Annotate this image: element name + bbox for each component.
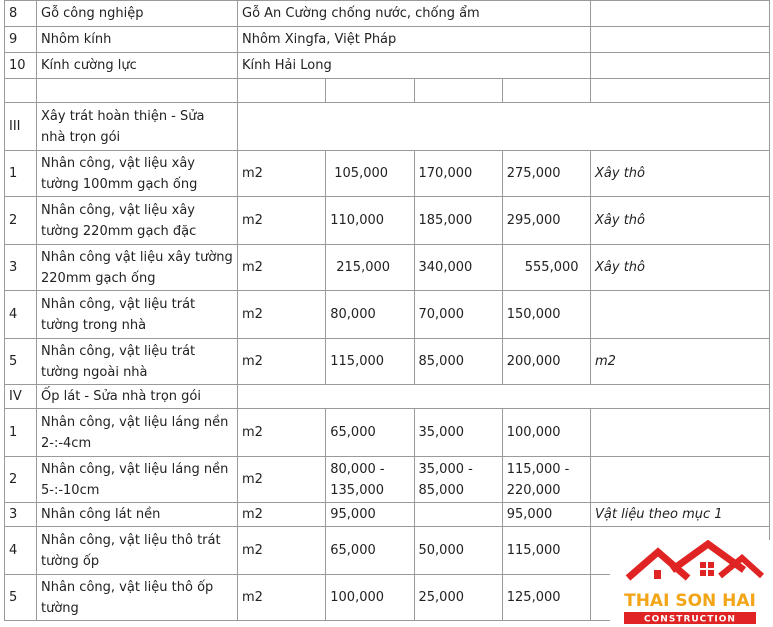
material-spec: Kính Hải Long [238, 53, 591, 79]
row-number: 2 [5, 197, 37, 245]
row-number: 4 [5, 291, 37, 339]
material-spec: Nhôm Xingfa, Việt Pháp [238, 27, 591, 53]
unit-cell: m2 [238, 245, 326, 291]
table-row [5, 27, 770, 53]
note-cell [591, 53, 770, 79]
total-price: 95,000 [502, 503, 590, 527]
unit-cell: m2 [238, 291, 326, 339]
row-number: 5 [5, 575, 37, 621]
item-name: Nhân công, vật liệu láng nền 5-:-10cm [37, 457, 238, 503]
row-number: 1 [5, 409, 37, 457]
unit-cell: m2 [238, 527, 326, 575]
item-name: Nhân công, vật liệu thô ốp tường [37, 575, 238, 621]
note-cell: m2 [591, 339, 770, 385]
material-spec: Gỗ An Cường chống nước, chống ẩm [238, 1, 591, 27]
total-price: 275,000 [502, 151, 590, 197]
note-cell [591, 27, 770, 53]
unit-cell: m2 [238, 197, 326, 245]
item-name: Nhân công vật liệu xây tường 220mm gạch ống [37, 245, 238, 291]
section-title: Xây trát hoàn thiện - Sửa nhà trọn gói [37, 103, 238, 151]
material-price: 35,000 [414, 409, 502, 457]
company-logo [610, 540, 770, 627]
section-number: III [5, 103, 37, 151]
note-cell [591, 79, 770, 103]
labor-price: 65,000 [326, 527, 414, 575]
total-price: 115,000 - 220,000 [502, 457, 590, 503]
item-name: Nhân công, vật liệu xây tường 220mm gạch đặc [37, 197, 238, 245]
note-cell [591, 291, 770, 339]
total-price: 100,000 [502, 409, 590, 457]
material-price: 70,000 [414, 291, 502, 339]
unit-cell: m2 [238, 503, 326, 527]
total-price: 125,000 [502, 575, 590, 621]
labor-price: 100,000 [326, 575, 414, 621]
labor-price: 65,000 [326, 409, 414, 457]
item-name: Kính cường lực [37, 53, 238, 79]
row-number: 3 [5, 245, 37, 291]
total-price: 555,000 [502, 245, 590, 291]
house-roof-icon [628, 544, 762, 579]
unit-cell: m2 [238, 575, 326, 621]
section-blank [238, 103, 770, 151]
total-price: 295,000 [502, 197, 590, 245]
table-row [5, 151, 770, 197]
table-row [5, 503, 770, 527]
table-row [5, 291, 770, 339]
row-number: 9 [5, 27, 37, 53]
labor-price: 80,000 [326, 291, 414, 339]
material-price [414, 503, 502, 527]
material-price: 50,000 [414, 527, 502, 575]
table-row [5, 409, 770, 457]
section-row [5, 103, 770, 151]
row-number: 5 [5, 339, 37, 385]
section-number: IV [5, 385, 37, 409]
item-name [37, 79, 238, 103]
table-row [5, 339, 770, 385]
unit-cell: m2 [238, 409, 326, 457]
labor-price: 95,000 [326, 503, 414, 527]
note-cell [591, 457, 770, 503]
table-row [5, 245, 770, 291]
material-price: 185,000 [414, 197, 502, 245]
material-price [414, 79, 502, 103]
note-cell: Vật liệu theo mục 1 [591, 503, 770, 527]
row-number: 3 [5, 503, 37, 527]
table-row [5, 79, 770, 103]
unit-cell: m2 [238, 457, 326, 503]
total-price: 200,000 [502, 339, 590, 385]
row-number: 2 [5, 457, 37, 503]
table-row [5, 1, 770, 27]
labor-price: 215,000 [326, 245, 414, 291]
row-number: 1 [5, 151, 37, 197]
item-name: Gỗ công nghiệp [37, 1, 238, 27]
labor-price: 115,000 [326, 339, 414, 385]
note-cell: Xây thô [591, 245, 770, 291]
note-cell: Xây thô [591, 151, 770, 197]
labor-price: 105,000 [326, 151, 414, 197]
material-price: 25,000 [414, 575, 502, 621]
labor-price: 80,000 - 135,000 [326, 457, 414, 503]
material-price: 340,000 [414, 245, 502, 291]
material-price: 170,000 [414, 151, 502, 197]
material-price: 85,000 [414, 339, 502, 385]
row-number: 10 [5, 53, 37, 79]
row-number [5, 79, 37, 103]
item-name: Nhân công, vật liệu trát tường ngoài nhà [37, 339, 238, 385]
note-cell [591, 1, 770, 27]
section-title: Ốp lát - Sửa nhà trọn gói [37, 385, 238, 409]
total-price: 150,000 [502, 291, 590, 339]
item-name: Nhân công, vật liệu láng nền 2-:-4cm [37, 409, 238, 457]
material-price: 35,000 - 85,000 [414, 457, 502, 503]
item-name: Nhôm kính [37, 27, 238, 53]
item-name: Nhân công, vật liệu thô trát tường ốp [37, 527, 238, 575]
price-table [4, 0, 770, 621]
table-row [5, 53, 770, 79]
logo-subtitle: CONSTRUCTION [644, 614, 736, 625]
logo-title: THAI SON HAI [624, 591, 756, 611]
table-row [5, 197, 770, 245]
note-cell: Xây thô [591, 197, 770, 245]
section-row [5, 385, 770, 409]
labor-price: 110,000 [326, 197, 414, 245]
note-cell [591, 409, 770, 457]
item-name: Nhân công, vật liệu xây tường 100mm gạch ống [37, 151, 238, 197]
total-price [502, 79, 590, 103]
unit-cell: m2 [238, 339, 326, 385]
unit-cell [238, 79, 326, 103]
item-name: Nhân công lát nền [37, 503, 238, 527]
unit-cell: m2 [238, 151, 326, 197]
row-number: 8 [5, 1, 37, 27]
item-name: Nhân công, vật liệu trát tường trong nhà [37, 291, 238, 339]
table-row [5, 457, 770, 503]
row-number: 4 [5, 527, 37, 575]
labor-price [326, 79, 414, 103]
section-blank [238, 385, 770, 409]
total-price: 115,000 [502, 527, 590, 575]
